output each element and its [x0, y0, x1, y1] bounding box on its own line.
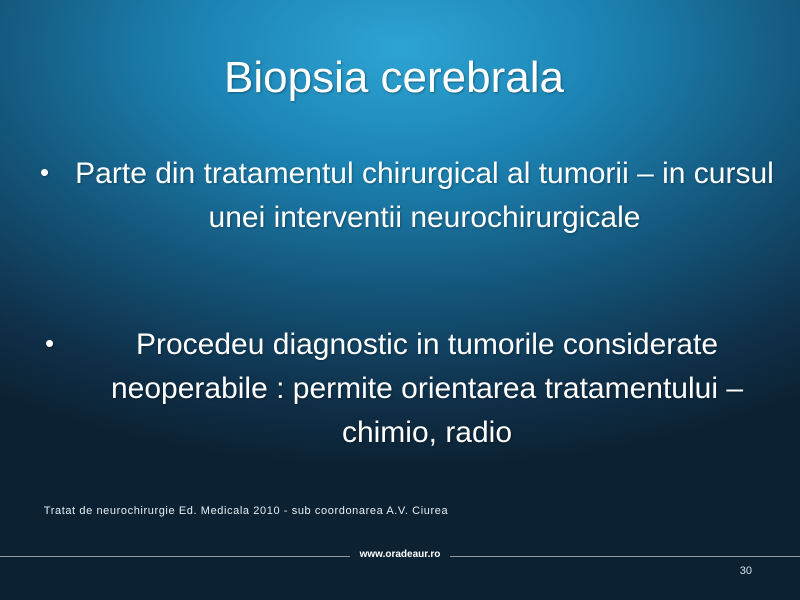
footer-site-url: www.oradeaur.ro	[359, 549, 441, 560]
slide-title: Biopsia cerebrala	[224, 53, 564, 102]
slide-number: 30	[739, 565, 752, 577]
bullet-item-2	[45, 323, 785, 455]
bullet-dot-icon: •	[40, 157, 50, 187]
bullet-text-2: Procedeu diagnostic in tumorile considerate neoperabile : permite orientarea tratamentului – chimio, radio	[110, 328, 744, 449]
bullet-item-1	[40, 152, 785, 240]
reference-note: Tratat de neurochirurgie Ed. Medicala 2010 - sub coordonarea A.V. Ciurea	[43, 505, 449, 517]
bullet-text-1: Parte din tratamentul chirurgical al tumorii – in cursul unei interventii neurochirurgicale	[75, 157, 774, 234]
footer-divider-left	[0, 556, 350, 557]
footer-divider-right	[450, 556, 800, 557]
bullet-dot-icon: •	[45, 328, 55, 358]
